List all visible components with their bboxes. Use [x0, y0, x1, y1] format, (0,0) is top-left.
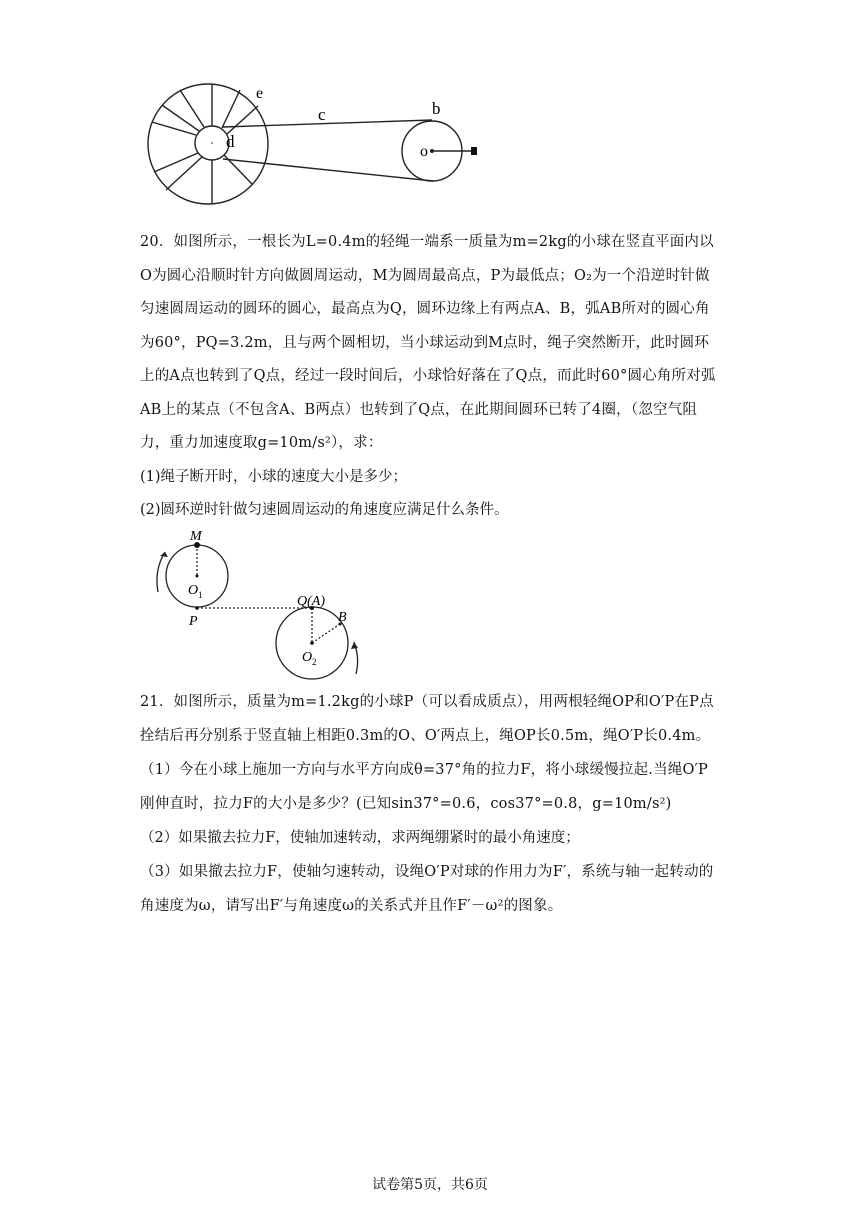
belt-upper [223, 120, 432, 127]
label-qa: Q(A) [297, 594, 325, 609]
question-21-part-2: （2）如果撤去拉力F，使轴加速转动，求两绳绷紧时的最小角速度； [140, 830, 580, 846]
question-21: 21．如图所示，质量为m=1.2kg的小球P（可以看成质点），用两根轻绳OP和O′P在P点拴结后再分别系于竖直轴上相距0.3m的O、O′两点上，绳OP长0.5m，绳O′P长0.4m。 [140, 694, 714, 744]
question-20-part-2: (2)圆环逆时针做匀速圆周运动的角速度应满足什么条件。 [140, 502, 509, 518]
question-20-part-1: (1)绳子断开时，小球的速度大小是多少； [140, 469, 408, 485]
label-c: c [318, 105, 326, 124]
label-b: B [338, 610, 347, 625]
label-o: o [420, 143, 428, 160]
label-o2-sub: 2 [312, 657, 317, 667]
label-o1: O [188, 583, 199, 598]
belt-lower [223, 159, 433, 181]
label-o2: O [302, 650, 313, 665]
label-p: P [189, 614, 198, 629]
label-m: M [190, 529, 202, 544]
label-e: e [256, 85, 264, 102]
question-21-part-1: （1）今在小球上施加一方向与水平方向成θ=37°角的拉力F，将小球缓慢拉起.当绳O′P刚伸直时，拉力F的大小是多少？(已知sin37°=0.6，cos37°=0.8，g=10m/s²) [140, 762, 709, 812]
label-o1-sub: 1 [198, 590, 203, 600]
question-21-part-3: （3）如果撤去拉力F，使轴匀速转动，设绳O′P对球的作用力为F′，系统与轴一起转动的角速度为ω，请写出F′与角速度ω的关系式并且作F′－ω²的图象。 [140, 864, 714, 914]
label-d: d [226, 132, 235, 151]
question-20: 20．如图所示，一根长为L=0.4m的轻绳一端系一质量为m=2kg的小球在竖直平面内以O为圆心沿顺时针方向做圆周运动，M为圆周最高点，P为最低点；O₂为一个沿逆时针做匀速圆周运动的圆环的圆心，最高点为Q，圆环边缘上有两点A、B，弧AB所对的圆心角为60°，PQ=3.2m，且与两个圆相切，当小球运动到M点时，绳子突然断开，此时圆环上的A点也转到了Q点，经过一段时间后，小球恰好落在了Q点，而此时60°圆心角所对弧AB上的某点（不包含A、B两点）也转到了Q点，在此期间圆环已转了4圈，（忽空气阻力，重力加速度取g=10m/s²），求： [140, 234, 716, 451]
clockwise-arrow [157, 552, 165, 592]
circles-figure [140, 528, 380, 688]
large-wheel [148, 84, 268, 204]
page-footer: 试卷第5页，共6页 [372, 1177, 488, 1193]
motor-block [471, 147, 477, 155]
label-b: b [432, 99, 441, 118]
pulley-belt-figure [140, 72, 490, 222]
